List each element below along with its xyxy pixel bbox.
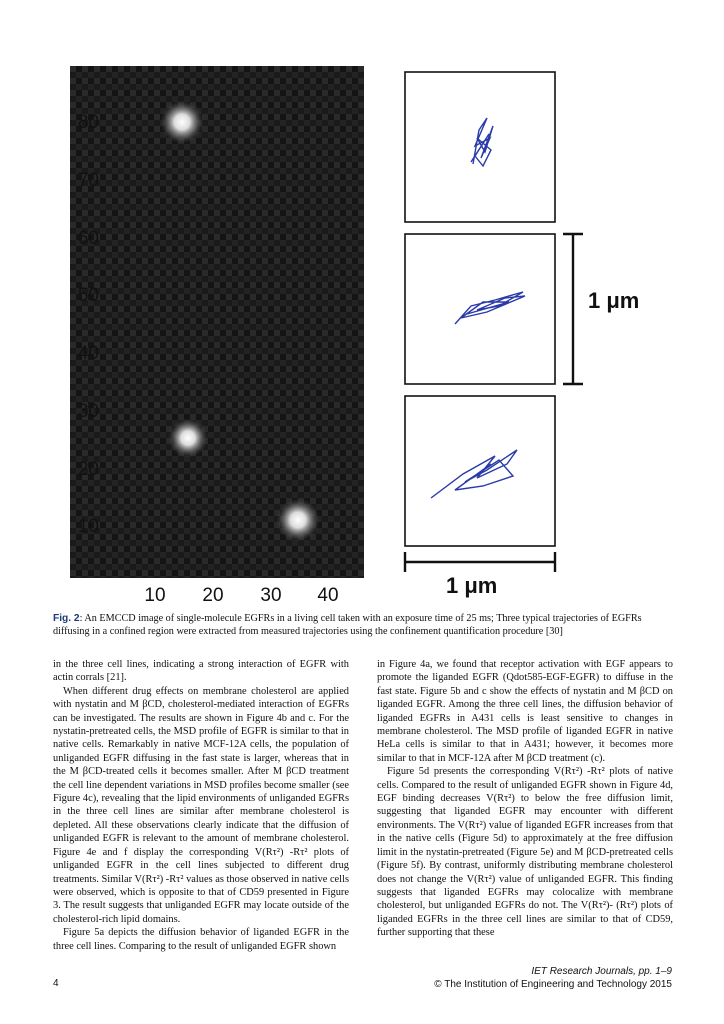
journal-name: IET Research Journals, pp. 1–9 (531, 966, 672, 977)
figure-caption-label: Fig. 2 (53, 613, 80, 624)
y-tick-label: 40 (77, 343, 99, 364)
image-background (70, 66, 364, 578)
paragraph: in Figure 4a, we found that receptor activation with EGF appears to promote the liganded EGFR (Qdot585-EGF-EGFR) to diffuse in the fast state. Figure 5b and c show the effects of nystatin and M βCD on liganded EGFR. Among the three cell lines, the diffusion behavior of liganded EGFRs in A431 cells is least sensitive to changes in membrane cholesterol. The MSD profile of liganded EGFR in native HeLa cells is similar to that in A431; however, it becomes more similar to that in MCF-12A after M βCD treatment (c). (377, 659, 673, 764)
trajectory-3 (431, 450, 517, 498)
page-number: 4 (53, 978, 59, 989)
x-tick-label: 20 (202, 585, 224, 606)
y-tick-label: 60 (77, 228, 99, 249)
left-column (53, 658, 349, 953)
vertical-scale-label: 1 μm (588, 288, 640, 313)
bright-spot (160, 100, 204, 144)
y-tick-label: 50 (77, 285, 99, 306)
y-tick-label: 10 (77, 516, 99, 537)
paragraph: When different drug effects on membrane cholesterol are applied with nystatin and M βCD, cholesterol-mediated interaction of EGFRs can be investigated. The results are shown in Figure 4b and c. For the nystatin-pretreated cells, the MSD profile of EGFR is similar to that in native cells. Remarkably in native MCF-12A cells, the population of unliganded EGFR diffusing in the fast state is larger, whereas that in the M βCD-treated cells it becomes smaller. After M βCD treatment the cell line dependent variations in MSD profiles become smaller (see Figure 4c), revealing that the lipid environments of unliganded EGFRs in the three cell lines are similar after membrane cholesterol is depleted. All these observations clearly indicate that the diffusion of unliganded EGFR is relevant to the amount of membrane cholesterol. Figure 4e and f display the corresponding V(Rτ²) -Rτ² plots of unliganded EGFR in the cell lines subjected to different drug treatments. Similar V(Rτ²) -Rτ² values as those observed in native cells were observed, which is opposite to that of CD59 presented in Figure 3. The result suggests that unliganded EGFR may locate outside of the cholesterol-rich lipid domains. (53, 685, 349, 925)
y-tick-label: 80 (77, 112, 99, 133)
x-tick-label: 30 (260, 585, 282, 606)
paragraph: in the three cell lines, indicating a strong interaction of EGFR with actin corrals [21]. (53, 659, 349, 684)
emccd-image (70, 66, 364, 578)
y-tick-label: 70 (77, 170, 99, 191)
trajectory-panels (395, 66, 695, 596)
trajectory-panel-3 (405, 396, 555, 546)
paragraph: Figure 5a depicts the diffusion behavior of liganded EGFR in the three cell lines. Comparing to the result of unliganded EGFR shown (53, 927, 349, 952)
paragraph: Figure 5d presents the corresponding V(Rτ²) -Rτ² plots of native cells. Compared to the result of unliganded EGFR shown in Figure 4d, EGF binding decreases V(Rτ²) to below the free diffusion limit, suggesting that liganded EGFR may encounter with different environments. The V(Rτ²) value of liganded EGFR increases from that in the native cells (Figure 5d) to approximately at the free diffusion limit in the nystatin-pretreated (Figure 5e) and M βCD-pretreated cells (Figure 5f). By contrast, uniformly distributing membrane cholesterol does not change the V(Rτ²) value of unliganded EGFR. This finding suggests that liganded EGFRs may colocalize with membrane cholesterol, but unliganded EGFRs do not. The V(Rτ²)- (Rτ²) plots of liganded EGFRs in the three cell lines are similar to that of CD59, further supporting that these (377, 766, 673, 939)
figure-caption (53, 613, 673, 638)
trajectory-1 (471, 118, 493, 166)
bright-spot (168, 418, 208, 458)
horizontal-scale-label: 1 μm (446, 573, 498, 598)
figure-caption-text: : An EMCCD image of single-molecule EGFRs in a living cell taken with an exposure time of 25 ms; Three typical trajectories of EGFRs diffusing in a confined region were extracted from measured trajectories using the confinement quantification procedure [30] (53, 613, 642, 637)
copyright-notice: © The Institution of Engineering and Technology 2015 (434, 979, 672, 990)
y-tick-label: 30 (77, 401, 99, 422)
x-tick-label: 40 (317, 585, 339, 606)
x-tick-label: 10 (144, 585, 166, 606)
right-column (377, 658, 673, 940)
y-tick-label: 20 (77, 459, 99, 480)
trajectory-2 (455, 292, 525, 324)
bright-spot (276, 498, 320, 542)
